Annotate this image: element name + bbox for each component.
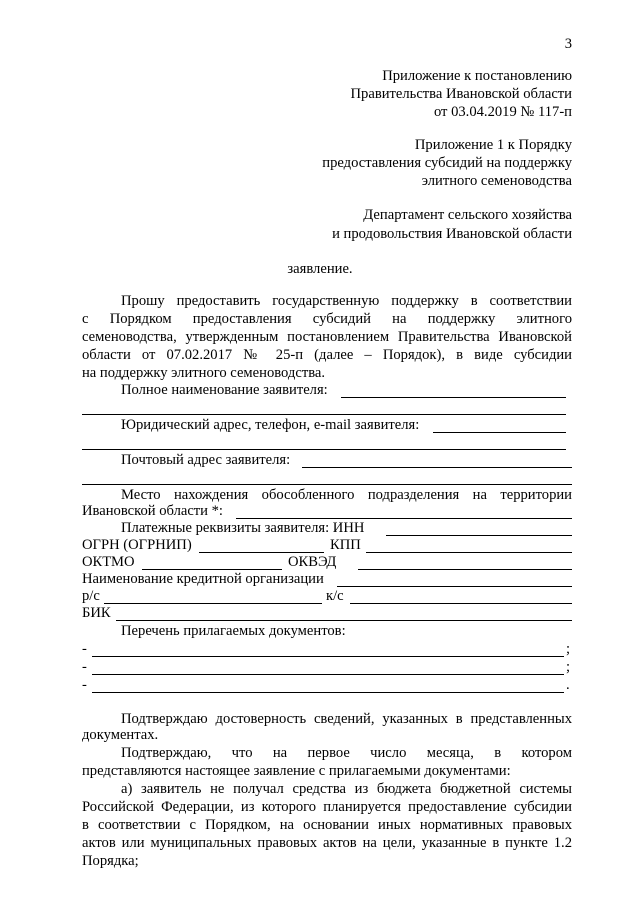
account-field[interactable]	[104, 603, 322, 604]
recipient-line-2: и продовольствия Ивановской области	[332, 226, 572, 242]
okved-field[interactable]	[358, 569, 572, 570]
corr-account-field[interactable]	[350, 603, 572, 604]
legal-address-field[interactable]	[433, 432, 566, 433]
postal-address-field[interactable]	[302, 467, 572, 468]
intro-line-3: семеноводства, утвержденным постановлением Правительства Ивановской	[82, 329, 572, 345]
appendix-header-line-2: Правительства Ивановской области	[350, 86, 572, 102]
bik-label: БИК	[82, 605, 111, 621]
doc-item-3-field[interactable]	[92, 692, 564, 693]
appendix-header-line-3: от 03.04.2019 № 117-п	[433, 104, 572, 120]
item-a-line-3: в соответствии с Порядком, на основании иных нормативных правовых	[82, 817, 572, 833]
full-name-label: Полное наименование заявителя:	[121, 382, 328, 398]
bank-name-field[interactable]	[337, 586, 572, 587]
oktmo-field[interactable]	[142, 569, 282, 570]
confirm2-line-2: представляются настоящее заявление с прилагаемыми документами:	[82, 763, 511, 779]
item-a-line-2: Российской Федерации, из которого планируется предоставление субсидии	[82, 799, 572, 815]
doc-item-2-field[interactable]	[92, 674, 564, 675]
recipient-line-1: Департамент сельского хозяйства	[363, 207, 572, 223]
intro-line-4: области от 07.02.2017 № 25-п (далее – Порядок), в виде субсидии	[82, 347, 572, 363]
account-label: р/с	[82, 588, 100, 604]
confirm2-line-1: Подтверждаю, что на первое число месяца, в котором	[121, 745, 572, 761]
kpp-label: КПП	[330, 537, 361, 553]
inn-field[interactable]	[386, 535, 572, 536]
ogrn-label: ОГРН (ОГРНИП)	[82, 537, 192, 553]
legal-address-field-continuation[interactable]	[82, 449, 566, 450]
postal-address-label: Почтовый адрес заявителя:	[121, 452, 291, 468]
appendix1-header-line-1: Приложение 1 к Порядку	[414, 137, 572, 153]
doc-item-1-field[interactable]	[92, 656, 564, 657]
doc-item-3-end: .	[566, 677, 570, 693]
intro-line-1: Прошу предоставить государственную поддержку в соответствии	[121, 293, 572, 309]
intro-line-2: с Порядком предоставления субсидий на поддержку элитного	[82, 311, 572, 327]
location-label-line-1: Место нахождения обособленного подразделения на территории	[121, 487, 572, 503]
doc-item-2-end: ;	[566, 659, 571, 675]
appendix1-header-line-2: предоставления субсидий на поддержку	[322, 155, 572, 171]
confirm-line-1: Подтверждаю достоверность сведений, указанных в представленных	[121, 711, 572, 727]
doc-item-2-marker: -	[82, 659, 87, 675]
ogrn-field[interactable]	[199, 552, 324, 553]
confirm-line-2: документах.	[82, 727, 159, 743]
documents-list-label: Перечень прилагаемых документов:	[121, 623, 346, 639]
postal-address-field-continuation[interactable]	[82, 484, 572, 485]
bik-field[interactable]	[116, 620, 572, 621]
appendix1-header-line-3: элитного семеноводства	[421, 173, 572, 189]
intro-line-5: на поддержку элитного семеноводства.	[82, 365, 326, 381]
bank-name-label: Наименование кредитной организации	[82, 571, 324, 587]
doc-item-1-end: ;	[566, 641, 571, 657]
doc-item-3-marker: -	[82, 677, 87, 693]
document-title: заявление.	[287, 261, 353, 277]
okved-label: ОКВЭД	[288, 554, 337, 570]
item-a-line-5: Порядка;	[82, 853, 139, 869]
location-label-line-2: Ивановской области *:	[82, 503, 223, 519]
full-name-field-continuation[interactable]	[82, 414, 566, 415]
location-field[interactable]	[236, 518, 572, 519]
legal-address-label: Юридический адрес, телефон, e-mail заявителя:	[121, 417, 420, 433]
kpp-field[interactable]	[366, 552, 572, 553]
item-a-line-4: актов или муниципальных правовых актов на цели, указанные в пункте 1.2	[82, 835, 572, 851]
appendix-header-line-1: Приложение к постановлению	[382, 68, 572, 84]
doc-item-1-marker: -	[82, 641, 87, 657]
inn-label: Платежные реквизиты заявителя: ИНН	[121, 520, 365, 536]
page-number: 3	[564, 36, 572, 52]
corr-account-label: к/с	[326, 588, 344, 604]
full-name-field[interactable]	[341, 397, 566, 398]
oktmo-label: ОКТМО	[82, 554, 135, 570]
item-a-line-1: а) заявитель не получал средства из бюджета бюджетной системы	[121, 781, 572, 797]
